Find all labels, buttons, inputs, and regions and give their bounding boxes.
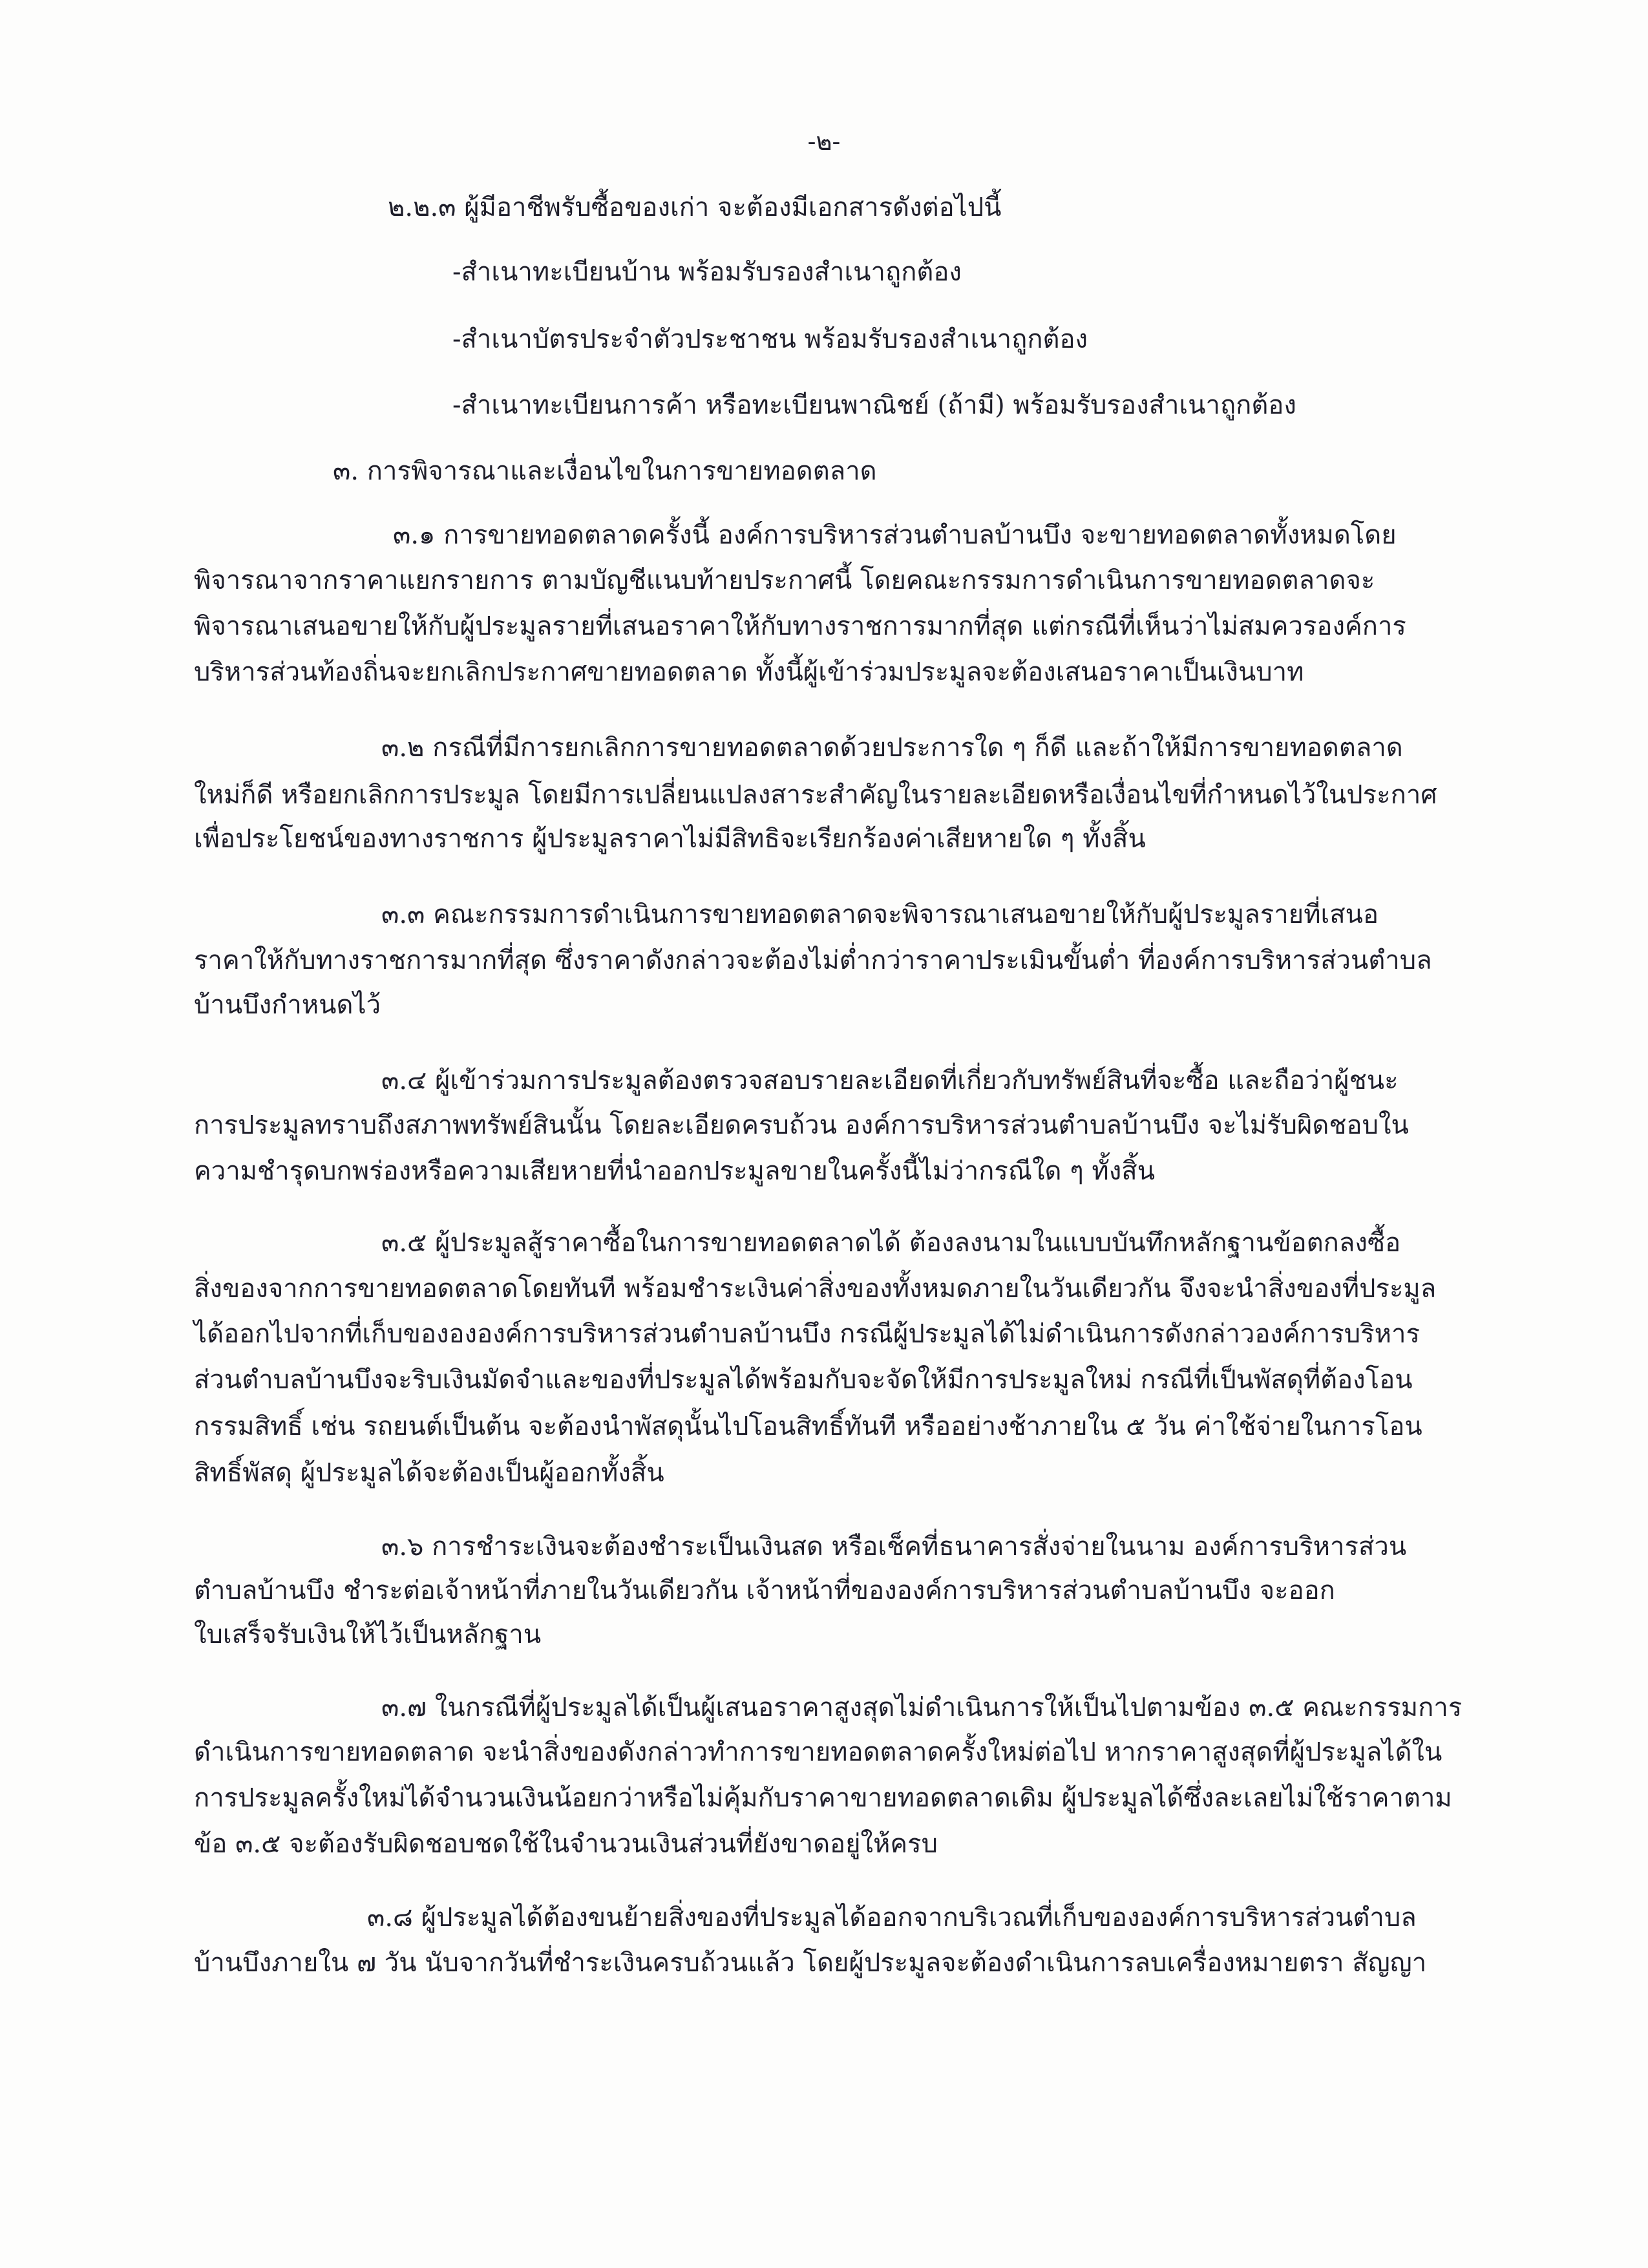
paragraph-3-5-line: ได้ออกไปจากที่เก็บของององค์การบริหารส่วนตำบลบ้านบึง กรณีผู้ประมูลได้ไม่ดำเนินการดังกล่าวองค์การบริหาร <box>194 1319 1420 1349</box>
paragraph-3-1-line: พิจารณาเสนอขายให้กับผู้ประมูลรายที่เสนอราคาให้กับทางราชการมากที่สุด แต่กรณีที่เห็นว่าไม่สมควรองค์การ <box>194 611 1406 641</box>
paragraph-3-4-line: ๓.๔ ผู้เข้าร่วมการประมูลต้องตรวจสอบรายละเอียดที่เกี่ยวกับทรัพย์สินที่จะซื้อ และถือว่าผู้ชนะ <box>381 1066 1399 1096</box>
section-2-2-3-heading: ๒.๒.๓ ผู้มีอาชีพรับซื้อของเก่า จะต้องมีเอกสารดังต่อไปนี้ <box>388 193 1002 222</box>
paragraph-3-5-line: ส่วนตำบลบ้านบึงจะริบเงินมัดจำและของที่ประมูลได้พร้อมกับจะจัดให้มีการประมูลใหม่ กรณีที่เป็นพัสดุที่ต้องโอน <box>194 1365 1413 1395</box>
paragraph-3-4-line: การประมูลทราบถึงสภาพทรัพย์สินนั้น โดยละเอียดครบถ้วน องค์การบริหารส่วนตำบลบ้านบึง จะไม่รับผิดชอบใน <box>194 1110 1409 1140</box>
paragraph-3-6-line: ใบเสร็จรับเงินให้ไว้เป็นหลักฐาน <box>194 1620 542 1649</box>
paragraph-3-6-line: ๓.๖ การชำระเงินจะต้องชำระเป็นเงินสด หรือเช็คที่ธนาคารสั่งจ่ายในนาม องค์การบริหารส่วน <box>381 1532 1407 1562</box>
paragraph-3-8-line: ๓.๘ ผู้ประมูลได้ต้องขนย้ายสิ่งของที่ประมูลได้ออกจากบริเวณที่เก็บขององค์การบริหารส่วนตำบล <box>367 1903 1417 1933</box>
paragraph-3-1-line: พิจารณาจากราคาแยกรายการ ตามบัญชีแนบท้ายประกาศนี้ โดยคณะกรรมการดำเนินการขายทอดตลาดจะ <box>194 566 1375 595</box>
paragraph-3-2-line: เพื่อประโยชน์ของทางราชการ ผู้ประมูลราคาไม่มีสิทธิจะเรียกร้องค่าเสียหายใด ๆ ทั้งสิ้น <box>194 824 1146 854</box>
paragraph-3-5-line: ๓.๕ ผู้ประมูลสู้ราคาซื้อในการขายทอดตลาดได้ ต้องลงนามในแบบบันทึกหลักฐานข้อตกลงซื้อ <box>381 1228 1401 1258</box>
required-document-item: -สำเนาทะเบียนบ้าน พร้อมรับรองสำเนาถูกต้อง <box>452 257 962 287</box>
paragraph-3-1-line: บริหารส่วนท้องถิ่นจะยกเลิกประกาศขายทอดตลาด ทั้งนี้ผู้เข้าร่วมประมูลจะต้องเสนอราคาเป็นเงินบาท <box>194 657 1304 687</box>
paragraph-3-5-line: สิ่งของจากการขายทอดตลาดโดยทันที พร้อมชำระเงินค่าสิ่งของทั้งหมดภายในวันเดียวกัน จึงจะนำสิ่งของที่ประมูล <box>194 1274 1437 1304</box>
paragraph-3-2-line: ๓.๒ กรณีที่มีการยกเลิกการขายทอดตลาดด้วยประการใด ๆ ก็ดี และถ้าให้มีการขายทอดตลาด <box>381 733 1403 763</box>
paragraph-3-1-line: ๓.๑ การขายทอดตลาดครั้งนี้ องค์การบริหารส่วนตำบลบ้านบึง จะขายทอดตลาดทั้งหมดโดย <box>393 520 1397 550</box>
required-document-item: -สำเนาบัตรประจำตัวประชาชน พร้อมรับรองสำเนาถูกต้อง <box>452 324 1088 354</box>
paragraph-3-4-line: ความชำรุดบกพร่องหรือความเสียหายที่นำออกประมูลขายในครั้งนี้ไม่ว่ากรณีใด ๆ ทั้งสิ้น <box>194 1156 1156 1186</box>
section-3-heading: ๓. การพิจารณาและเงื่อนไขในการขายทอดตลาด <box>333 456 877 486</box>
paragraph-3-7-line: ข้อ ๓.๕ จะต้องรับผิดชอบชดใช้ในจำนวนเงินส่วนที่ยังขาดอยู่ให้ครบ <box>194 1829 938 1859</box>
paragraph-3-3-line: บ้านบึงกำหนดไว้ <box>194 990 381 1020</box>
required-document-item: -สำเนาทะเบียนการค้า หรือทะเบียนพาณิชย์ (ถ้ามี) พร้อมรับรองสำเนาถูกต้อง <box>452 390 1296 420</box>
paragraph-3-5-line: สิทธิ์พัสดุ ผู้ประมูลได้จะต้องเป็นผู้ออกทั้งสิ้น <box>194 1458 664 1488</box>
page-number: -๒- <box>807 127 841 156</box>
paragraph-3-5-line: กรรมสิทธิ์ เช่น รถยนต์เป็นต้น จะต้องนำพัสดุนั้นไปโอนสิทธิ์ทันที หรืออย่างช้าภายใน ๕ วัน ค่าใช้จ่ายในการโอน <box>194 1412 1422 1441</box>
paragraph-3-7-line: ดำเนินการขายทอดตลาด จะนำสิ่งของดังกล่าวทำการขายทอดตลาดครั้งใหม่ต่อไป หากราคาสูงสุดที่ผู้ประมูลได้ใน <box>194 1737 1442 1767</box>
paragraph-3-7-line: การประมูลครั้งใหม่ได้จำนวนเงินน้อยกว่าหรือไม่คุ้มกับราคาขายทอดตลาดเดิม ผู้ประมูลได้ซึ่งละเลยไม่ใช้ราคาตาม <box>194 1783 1452 1813</box>
paragraph-3-2-line: ใหม่ก็ดี หรือยกเลิกการประมูล โดยมีการเปลี่ยนแปลงสาระสำคัญในรายละเอียดหรือเงื่อนไขที่กำหนดไว้ในประกาศ <box>194 780 1437 810</box>
paragraph-3-8-line: บ้านบึงภายใน ๗ วัน นับจากวันที่ชำระเงินครบถ้วนแล้ว โดยผู้ประมูลจะต้องดำเนินการลบเครื่องหมายตรา สัญญา <box>194 1948 1427 1978</box>
paragraph-3-7-line: ๓.๗ ในกรณีที่ผู้ประมูลได้เป็นผู้เสนอราคาสูงสุดไม่ดำเนินการให้เป็นไปตามข้อง ๓.๕ คณะกรรมการ <box>381 1693 1463 1722</box>
paragraph-3-3-line: ราคาให้กับทางราชการมากที่สุด ซึ่งราคาดังกล่าวจะต้องไม่ต่ำกว่าราคาประเมินขั้นต่ำ ที่องค์การบริหารส่วนตำบล <box>194 946 1432 975</box>
paragraph-3-3-line: ๓.๓ คณะกรรมการดำเนินการขายทอดตลาดจะพิจารณาเสนอขายให้กับผู้ประมูลรายที่เสนอ <box>381 900 1379 929</box>
paragraph-3-6-line: ตำบลบ้านบึง ชำระต่อเจ้าหน้าที่ภายในวันเดียวกัน เจ้าหน้าที่ขององค์การบริหารส่วนตำบลบ้านบึง จะออก <box>194 1576 1335 1606</box>
